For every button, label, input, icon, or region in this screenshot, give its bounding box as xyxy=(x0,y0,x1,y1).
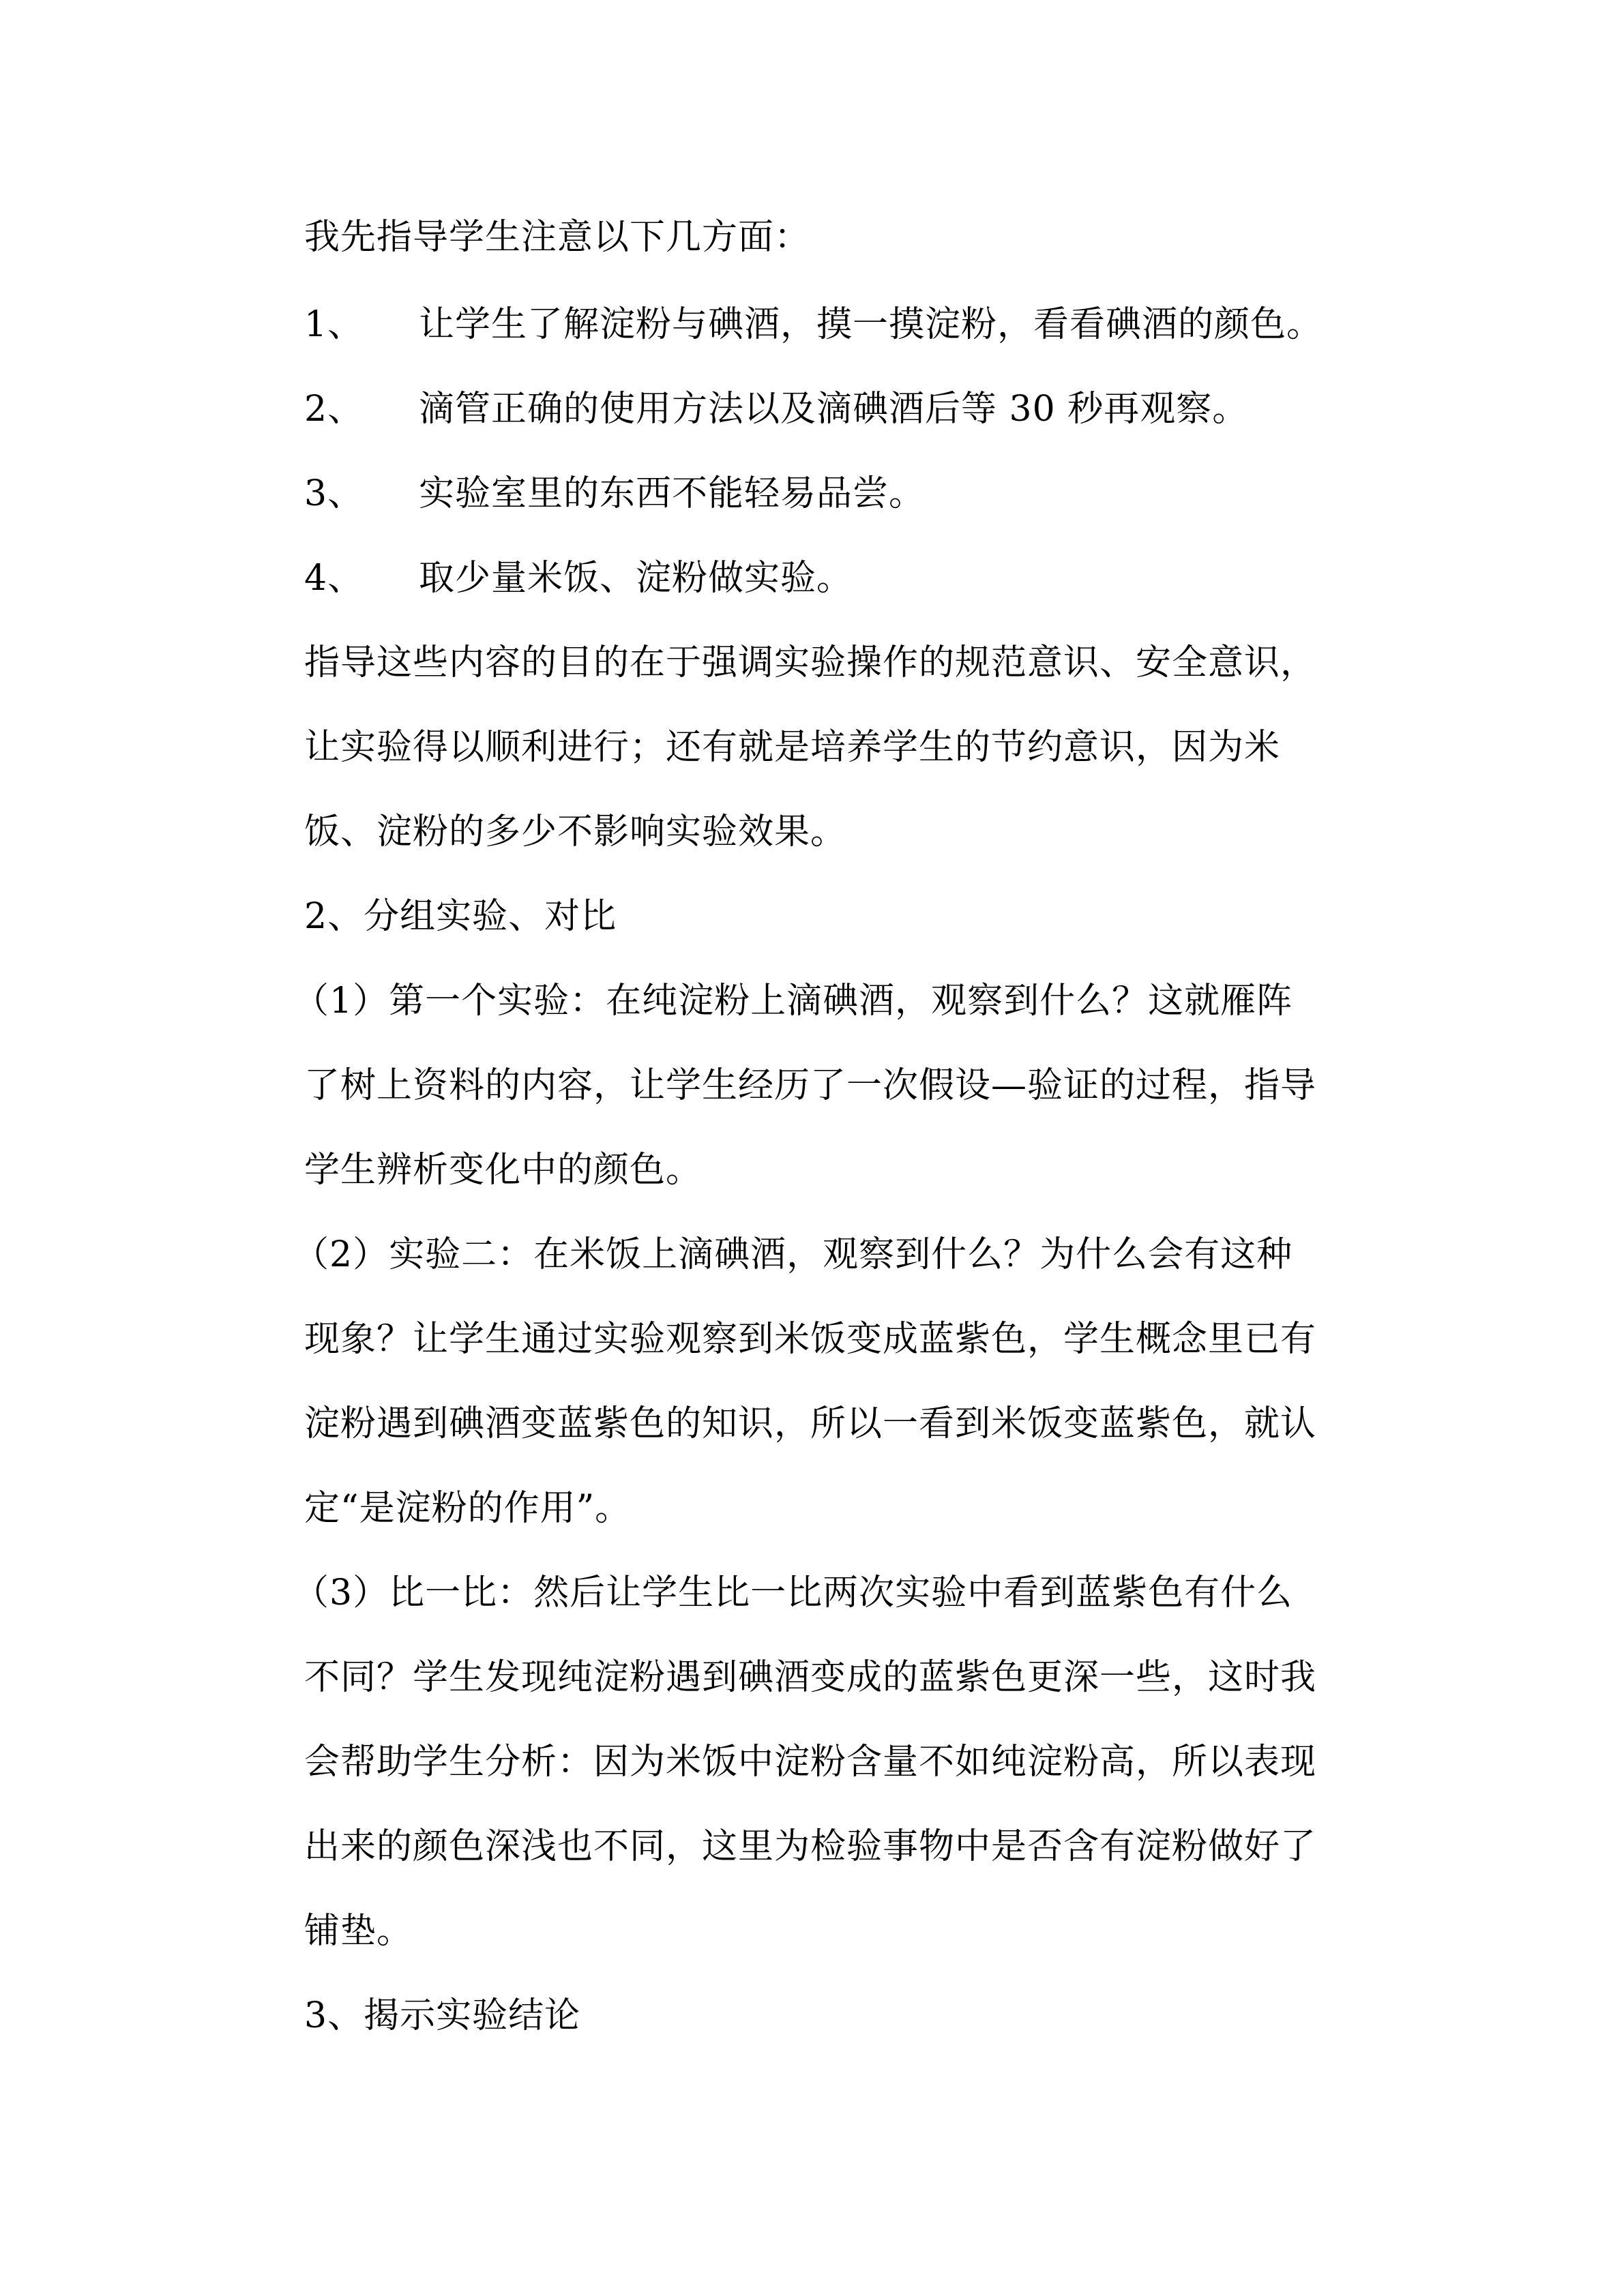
list-item-number: 1、 xyxy=(304,304,364,345)
paragraph-line: （3）比一比：然后让学生比一比两次实验中看到蓝紫色有什么 xyxy=(293,1572,1293,1613)
list-item-number: 4、 xyxy=(304,558,364,599)
list-item-number: 3、 xyxy=(304,473,364,514)
paragraph-line: 指导这些内容的目的在于强调实验操作的规范意识、安全意识， xyxy=(304,642,1317,683)
list-item xyxy=(304,473,925,514)
paragraph-line: 让实验得以顺利进行；还有就是培养学生的节约意识，因为米 xyxy=(304,727,1281,768)
paragraph-line: 淀粉遇到碘酒变蓝紫色的知识，所以一看到米饭变蓝紫色，就认 xyxy=(304,1403,1317,1444)
list-item-text: 取少量米饭、淀粉做实验。 xyxy=(419,558,853,599)
list-item-number: 2、 xyxy=(304,389,364,430)
paragraph-line: 出来的颜色深浅也不同，这里为检验事物中是否含有淀粉做好了 xyxy=(304,1826,1317,1867)
paragraph-line: 现象？让学生通过实验观察到米饭变成蓝紫色，学生概念里已有 xyxy=(304,1319,1317,1360)
intro-line: 我先指导学生注意以下几方面： xyxy=(304,217,811,258)
list-item-text: 滴管正确的使用方法以及滴碘酒后等 30 秒再观察。 xyxy=(419,389,1249,430)
list-item-text: 让学生了解淀粉与碘酒，摸一摸淀粉，看看碘酒的颜色。 xyxy=(419,304,1323,345)
list-item xyxy=(304,558,853,599)
paragraph-line: 定“是淀粉的作用”。 xyxy=(304,1488,632,1529)
paragraph-line: 会帮助学生分析：因为米饭中淀粉含量不如纯淀粉高，所以表现 xyxy=(304,1742,1317,1783)
paragraph-line: 饭、淀粉的多少不影响实验效果。 xyxy=(304,811,847,852)
list-item-text: 实验室里的东西不能轻易品尝。 xyxy=(419,473,926,514)
paragraph-line: 学生辨析变化中的颜色。 xyxy=(304,1150,703,1191)
paragraph-line: 了树上资料的内容，让学生经历了一次假设—验证的过程，指导 xyxy=(304,1065,1317,1106)
section-heading: 3、揭示实验结论 xyxy=(304,1995,581,2036)
paragraph-line: 铺垫。 xyxy=(304,1911,413,1952)
paragraph-line: 不同？学生发现纯淀粉遇到碘酒变成的蓝紫色更深一些，这时我 xyxy=(304,1657,1317,1698)
paragraph-line: （2）实验二：在米饭上滴碘酒，观察到什么？为什么会有这种 xyxy=(293,1234,1293,1275)
list-item xyxy=(304,304,1323,345)
section-heading: 2、分组实验、对比 xyxy=(304,896,617,937)
list-item xyxy=(304,389,1248,430)
paragraph-line: （1）第一个实验：在纯淀粉上滴碘酒，观察到什么？这就雁阵 xyxy=(293,981,1293,1022)
